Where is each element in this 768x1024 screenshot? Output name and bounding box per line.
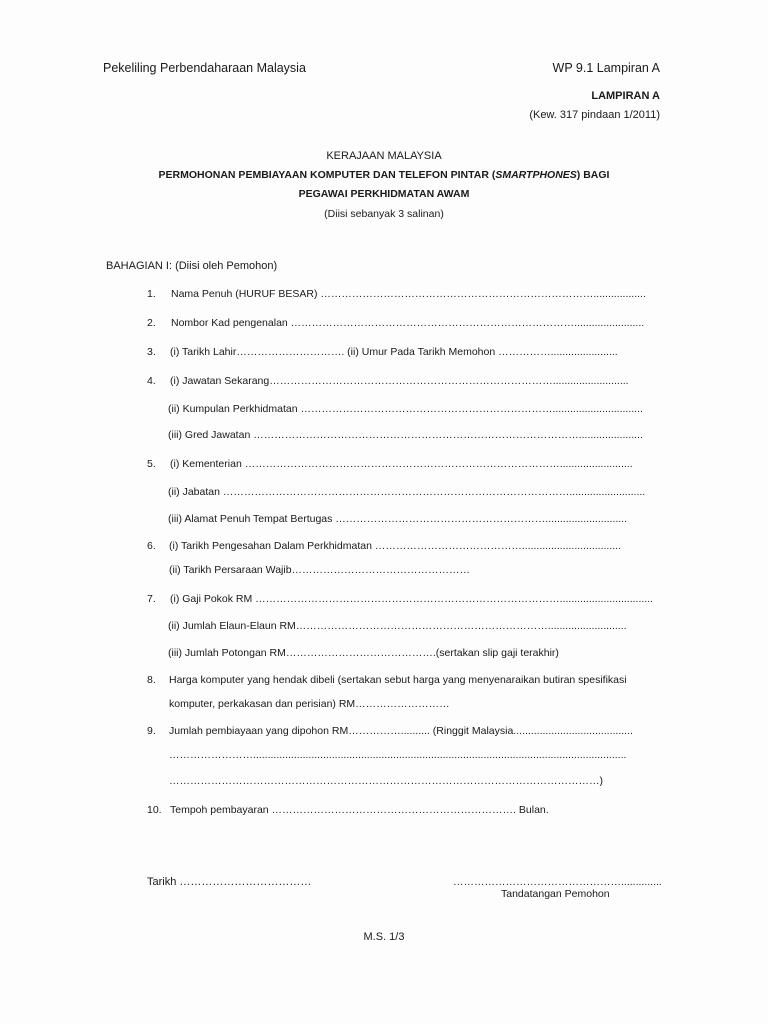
q8-number: 8. (147, 674, 156, 686)
q4-grade-field[interactable]: (iii) Gred Jawatan …………………………………………………………………………………...................... (168, 429, 643, 441)
q6-number: 6. (147, 540, 156, 552)
document-series: Pekeliling Perbendaharaan Malaysia (103, 61, 306, 75)
q3-birth-age-field[interactable]: (i) Tarikh Lahir…………………………. (ii) Umur Pada Tarikh Memohon ……………....................... (170, 346, 618, 358)
kew-reference: (Kew. 317 pindaan 1/2011) (529, 109, 660, 121)
q5-number: 5. (147, 458, 156, 470)
form-title-line1: PERMOHONAN PEMBIAYAAN KOMPUTER DAN TELEFON PINTAR (SMARTPHONES) BAGI (158, 169, 610, 181)
q5-address-field[interactable]: (iii) Alamat Penuh Tempat Bertugas ……………………………………………………............................ (168, 513, 627, 525)
q9-financing-amount-field[interactable]: Jumlah pembiayaan yang dipohon RM…………….......... (Ringgit Malaysia......................................... (169, 725, 633, 737)
q5-department-field[interactable]: (ii) Jabatan ……………………………………………………………………………………….......................... (168, 486, 646, 498)
q2-number: 2. (147, 317, 156, 329)
q5-ministry-field[interactable]: (i) Kementerian ………………………………………………………………………………......................... (170, 458, 633, 470)
q7-number: 7. (147, 593, 156, 605)
q7-allowances-field[interactable]: (ii) Jumlah Elaun-Elaun RM………………………………………………………………........................... (168, 620, 627, 632)
lampiran-label: LAMPIRAN A (591, 90, 660, 102)
q8-computer-price-field[interactable]: komputer, perkakasan dan perisian) RM……………………… (169, 698, 450, 710)
q6-confirmation-date-field[interactable]: (i) Tarikh Pengesahan Dalam Perkhidmatan …………………………………….................................. (169, 540, 622, 552)
document-reference: WP 9.1 Lampiran A (552, 61, 660, 75)
q10-payment-period-field[interactable]: Tempoh pembayaran ……………………………………………………………. Bulan. (170, 804, 549, 816)
q2-ic-number-field[interactable]: Nombor Kad pengenalan ………………………………………………………………………........................ (171, 317, 645, 329)
form-title-line2: PEGAWAI PERKHIDMATAN AWAM (298, 188, 470, 200)
q4-current-position-field[interactable]: (i) Jawatan Sekarang……………………………………………………………………….......................... (170, 375, 629, 387)
q7-deductions-field[interactable]: (iii) Jumlah Potongan RM…………………………………….(sertakan slip gaji terakhir) (168, 647, 559, 659)
copies-note: (Diisi sebanyak 3 salinan) (324, 208, 444, 220)
q10-number: 10. (147, 804, 162, 816)
q9-amount-words-line2[interactable]: ……………………………………………………………………………………………………………) (169, 775, 603, 787)
q1-number: 1. (147, 288, 156, 300)
government-title: KERAJAAN MALAYSIA (326, 150, 442, 162)
q9-number: 9. (147, 725, 156, 737)
q3-number: 3. (147, 346, 156, 358)
q7-basic-salary-field[interactable]: (i) Gaji Pokok RM ……………………………………………………………………………................................ (170, 593, 654, 605)
q4-service-group-field[interactable]: (ii) Kumpulan Perkhidmatan ………………………………………………………………............................... (168, 403, 643, 415)
section-heading: BAHAGIAN I: (Diisi oleh Pemohon) (106, 260, 278, 272)
q1-full-name-field[interactable]: Nama Penuh (HURUF BESAR) …………………………………………………………………….................. (171, 288, 646, 300)
date-field[interactable]: Tarikh ……………………………… (147, 876, 312, 888)
q9-amount-words-line1[interactable]: ……………………................................................................................................................................ (169, 749, 627, 761)
signature-caption: Tandatangan Pemohon (501, 888, 610, 900)
q4-number: 4. (147, 375, 156, 387)
page-number: M.S. 1/3 (363, 931, 405, 943)
q8-computer-price-text: Harga komputer yang hendak dibeli (sertakan sebut harga yang menyenaraikan butiran spesifikasi (169, 674, 627, 686)
signature-line[interactable]: ………………………………………….............. (453, 876, 662, 888)
q6-retirement-date-field[interactable]: (ii) Tarikh Persaraan Wajib…………………………………………… (169, 564, 471, 576)
